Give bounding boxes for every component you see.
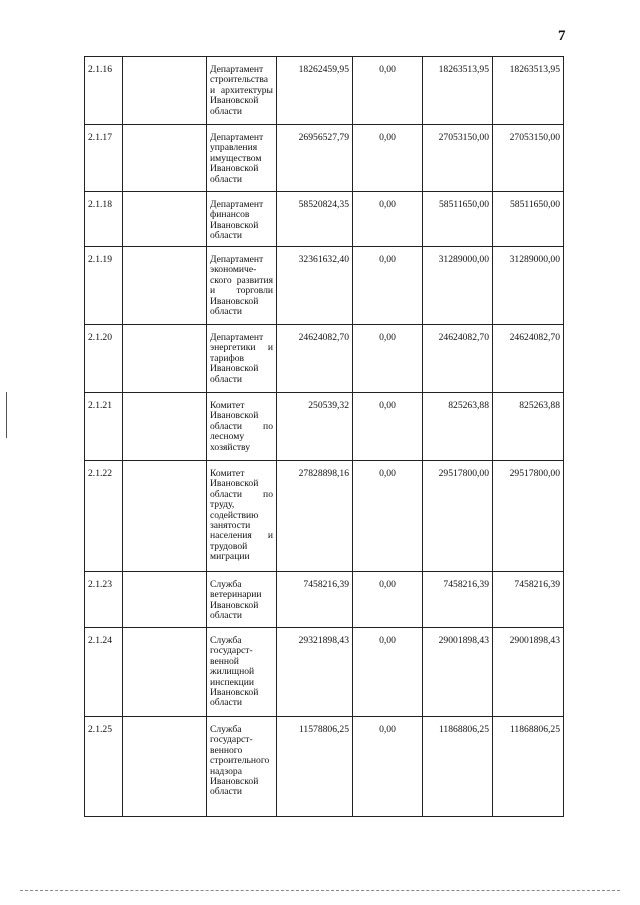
value-cell-3: 31289000,00 <box>423 247 493 325</box>
value-cell-1: 7458216,39 <box>277 572 353 628</box>
row-code: 2.1.25 <box>85 717 123 817</box>
row-code: 2.1.17 <box>85 125 123 192</box>
table-row <box>85 57 564 125</box>
row-code: 2.1.21 <box>85 393 123 461</box>
value-cell-4: 27053150,00 <box>493 125 564 192</box>
value-cell-2: 0,00 <box>353 717 423 817</box>
value-cell-4: 29001898,43 <box>493 628 564 717</box>
value-cell-3: 18263513,95 <box>423 57 493 125</box>
empty-cell <box>123 572 207 628</box>
empty-cell <box>123 628 207 717</box>
value-cell-2: 0,00 <box>353 393 423 461</box>
row-name: Департамент энергетики и тарифов Ивановской области <box>207 325 277 393</box>
value-cell-3: 11868806,25 <box>423 717 493 817</box>
value-cell-1: 26956527,79 <box>277 125 353 192</box>
value-cell-3: 29001898,43 <box>423 628 493 717</box>
value-cell-4: 825263,88 <box>493 393 564 461</box>
row-name: Комитет Ивановской области по лесному хозяйству <box>207 393 277 461</box>
value-cell-1: 32361632,40 <box>277 247 353 325</box>
empty-cell <box>123 192 207 247</box>
value-cell-3: 58511650,00 <box>423 192 493 247</box>
value-cell-3: 7458216,39 <box>423 572 493 628</box>
value-cell-1: 58520824,35 <box>277 192 353 247</box>
value-cell-2: 0,00 <box>353 628 423 717</box>
row-name: Служба ветеринарии Ивановской области <box>207 572 277 628</box>
table-row <box>85 393 564 461</box>
row-code: 2.1.16 <box>85 57 123 125</box>
scan-artifact-line <box>20 890 620 891</box>
value-cell-1: 27828898,16 <box>277 461 353 572</box>
row-name: Комитет Ивановской области по труду, содействию занятости населения и трудовой миграции <box>207 461 277 572</box>
empty-cell <box>123 461 207 572</box>
row-code: 2.1.19 <box>85 247 123 325</box>
row-name: Департамент финансов Ивановской области <box>207 192 277 247</box>
value-cell-4: 18263513,95 <box>493 57 564 125</box>
value-cell-3: 24624082,70 <box>423 325 493 393</box>
empty-cell <box>123 125 207 192</box>
scan-artifact-mark <box>6 392 7 438</box>
row-code: 2.1.23 <box>85 572 123 628</box>
value-cell-4: 31289000,00 <box>493 247 564 325</box>
page-number: 7 <box>558 28 566 44</box>
value-cell-2: 0,00 <box>353 247 423 325</box>
value-cell-2: 0,00 <box>353 325 423 393</box>
table-row <box>85 572 564 628</box>
value-cell-2: 0,00 <box>353 572 423 628</box>
value-cell-2: 0,00 <box>353 461 423 572</box>
row-code: 2.1.22 <box>85 461 123 572</box>
value-cell-4: 7458216,39 <box>493 572 564 628</box>
row-code: 2.1.18 <box>85 192 123 247</box>
value-cell-1: 250539,32 <box>277 393 353 461</box>
value-cell-3: 825263,88 <box>423 393 493 461</box>
table-row <box>85 192 564 247</box>
value-cell-2: 0,00 <box>353 57 423 125</box>
budget-table <box>84 56 564 817</box>
empty-cell <box>123 57 207 125</box>
value-cell-4: 11868806,25 <box>493 717 564 817</box>
table-row <box>85 628 564 717</box>
empty-cell <box>123 717 207 817</box>
value-cell-3: 27053150,00 <box>423 125 493 192</box>
table-row <box>85 717 564 817</box>
empty-cell <box>123 325 207 393</box>
value-cell-1: 18262459,95 <box>277 57 353 125</box>
table-row <box>85 461 564 572</box>
value-cell-1: 11578806,25 <box>277 717 353 817</box>
value-cell-2: 0,00 <box>353 192 423 247</box>
value-cell-4: 29517800,00 <box>493 461 564 572</box>
row-code: 2.1.20 <box>85 325 123 393</box>
row-code: 2.1.24 <box>85 628 123 717</box>
row-name: Департамент экономиче-ского развития и торговли Ивановской области <box>207 247 277 325</box>
value-cell-4: 24624082,70 <box>493 325 564 393</box>
row-name: Департамент строительства и архитектуры Ивановской области <box>207 57 277 125</box>
value-cell-4: 58511650,00 <box>493 192 564 247</box>
value-cell-1: 24624082,70 <box>277 325 353 393</box>
row-name: Служба государст-венного строительного надзора Ивановской области <box>207 717 277 817</box>
row-name: Департамент управления имуществом Ивановской области <box>207 125 277 192</box>
value-cell-3: 29517800,00 <box>423 461 493 572</box>
table-row <box>85 247 564 325</box>
table-row <box>85 325 564 393</box>
empty-cell <box>123 393 207 461</box>
table-row <box>85 125 564 192</box>
row-name: Служба государст-венной жилищной инспекции Ивановской области <box>207 628 277 717</box>
value-cell-1: 29321898,43 <box>277 628 353 717</box>
empty-cell <box>123 247 207 325</box>
value-cell-2: 0,00 <box>353 125 423 192</box>
